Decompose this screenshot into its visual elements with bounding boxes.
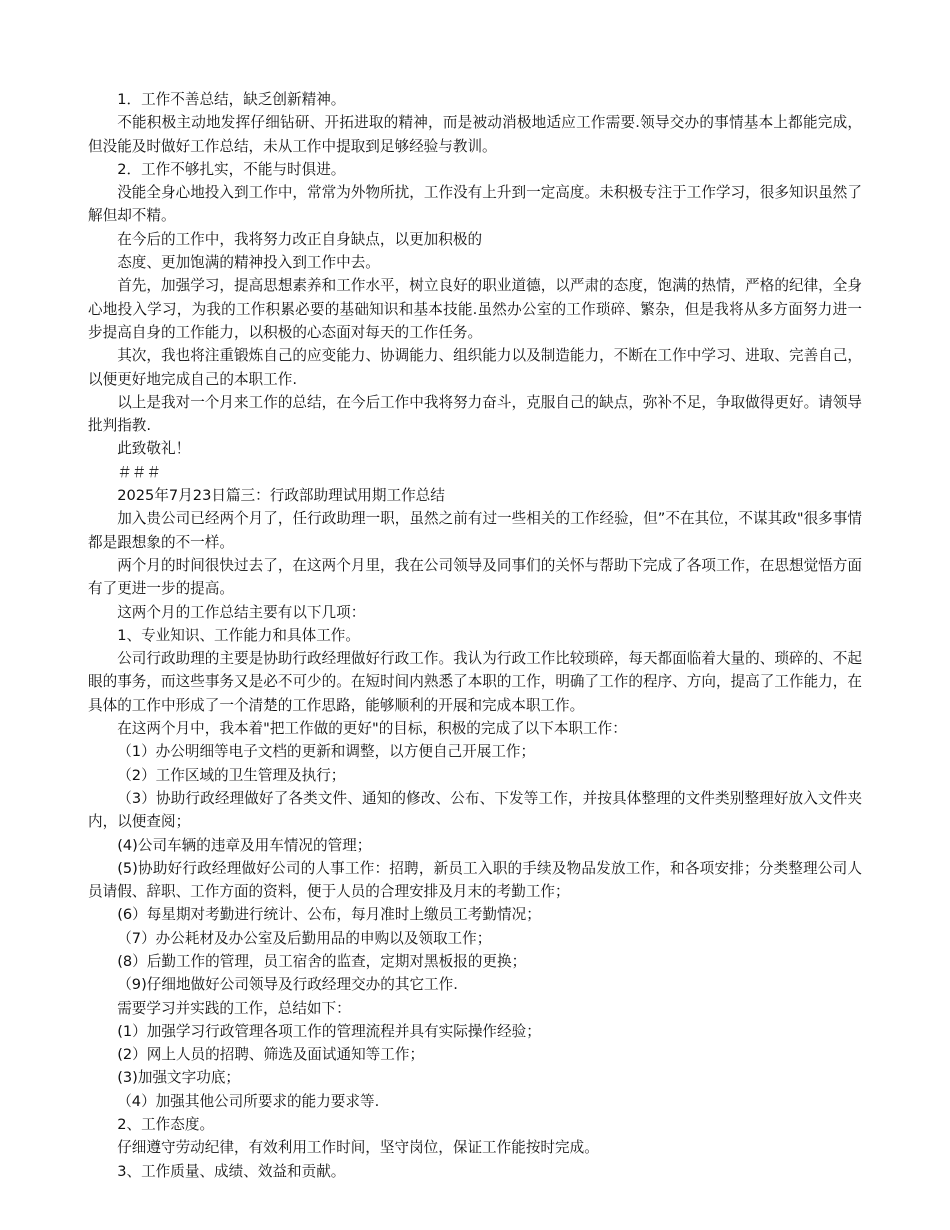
- list-item: (5)协助好行政经理做好公司的人事工作：招聘，新员工入职的手续及物品发放工作，和各项安排；分类整理公司人员请假、辞职、工作方面的资料，便于人员的合理安排及月末的考勤工作；: [88, 859, 862, 901]
- paragraph: 需要学习并实践的工作，总结如下：: [117, 999, 351, 1017]
- paragraph: 在这两个月中，我本着"把工作做的更好"的目标，积极的完成了以下本职工作：: [117, 720, 627, 738]
- paragraph: 2．工作不够扎实，不能与时俱进。: [117, 160, 346, 178]
- paragraph: 以上是我对一个月来工作的总结，在今后工作中我将努力奋斗，克服自己的缺点，弥补不足，争取做得更好。请领导批判指教.: [88, 393, 862, 435]
- subheading: 3、工作质量、成绩、效益和贡献。: [117, 1162, 346, 1180]
- paragraph: 在今后的工作中，我将努力改正自身缺点，以更加积极的: [117, 230, 483, 248]
- section-heading: 2025年7月23日篇三：行政部助理试用期工作总结: [117, 487, 445, 505]
- list-item: (6）每星期对考勤进行统计、公布，每月准时上缴员工考勤情况；: [117, 906, 541, 924]
- paragraph: 没能全身心地投入到工作中，常常为外物所扰，工作没有上升到一定高度。未积极专注于工作学习，很多知识虽然了解但却不精。: [88, 184, 862, 225]
- list-item: (3)加强文字功底；: [117, 1069, 241, 1087]
- paragraph: 态度、更加饱满的精神投入到工作中去。: [117, 254, 380, 272]
- paragraph: 其次，我也将注重锻炼自己的应变能力、协调能力、组织能力以及制造能力，不断在工作中学习、进取、完善自己，以便更好地完成自己的本职工作.: [88, 347, 862, 388]
- list-item: （3）协助行政经理做好了各类文件、通知的修改、公布、下发等工作，并按具体整理的文件类别整理好放入文件夹内，以便查阅；: [88, 789, 862, 831]
- section-separator: ＃＃＃: [117, 463, 161, 481]
- list-item: （7）办公耗材及办公室及后勤用品的申购以及领取工作；: [117, 929, 492, 947]
- paragraph: 首先，加强学习，提高思想素养和工作水平，树立良好的职业道德，以严肃的态度，饱满的热情，严格的纪律，全身心地投入学习，为我的工作积累必要的基础知识和基本技能.虽然办公室的工作琐碎、繁杂，但是我将从多方面努力进一步提高自身的工作能力，以积极的心态面对每天的工作任务。: [88, 277, 862, 341]
- list-item: (4)公司车辆的违章及用车情况的管理；: [117, 836, 372, 854]
- paragraph: 不能积极主动地发挥仔细钻研、开拓进取的精神，而是被动消极地适应工作需要.领导交办的事情基本上都能完成，但没能及时做好工作总结，未从工作中提取到足够经验与教训。: [88, 114, 862, 155]
- list-item: （4）加强其他公司所要求的能力要求等.: [117, 1092, 380, 1110]
- list-item: (1）加强学习行政管理各项工作的管理流程并具有实际操作经验；: [117, 1022, 541, 1040]
- paragraph: 仔细遵守劳动纪律，有效利用工作时间，坚守岗位，保证工作能按时完成。: [117, 1139, 599, 1157]
- subheading: 1、专业知识、工作能力和具体工作。: [117, 626, 360, 644]
- paragraph: 1．工作不善总结，缺乏创新精神。: [117, 91, 346, 108]
- paragraph: 加入贵公司已经两个月了，任行政助理一职，虽然之前有过一些相关的工作经验，但”不在其位，不谋其政"很多事情都是跟想象的不一样。: [88, 510, 862, 551]
- paragraph: 这两个月的工作总结主要有以下几项：: [117, 603, 366, 621]
- paragraph: 两个月的时间很快过去了，在这两个月里，我在公司领导及同事们的关怀与帮助下完成了各项工作，在思想觉悟方面有了更进一步的提高。: [88, 556, 862, 598]
- subheading: 2、工作态度。: [117, 1116, 215, 1134]
- list-item: (2）网上人员的招聘、筛选及面试通知等工作；: [117, 1046, 425, 1064]
- list-item: (8）后勤工作的管理，员工宿舍的监查，定期对黑板报的更换；: [117, 952, 527, 970]
- paragraph: 公司行政助理的主要是协助行政经理做好行政工作。我认为行政工作比较琐碎，每天都面临着大量的、琐碎的、不起眼的事务，而这些事务又是必不可少的。在短时间内熟悉了本职的工作，明确了工作的程序、方向，提高了工作能力，在具体的工作中形成了一个清楚的工作思路，能够顺利的开展和完成本职工作。: [88, 650, 862, 714]
- list-item: （9)仔细地做好公司领导及行政经理交办的其它工作.: [117, 976, 458, 994]
- list-item: （2）工作区域的卫生管理及执行；: [117, 766, 346, 784]
- closing-salutation: 此致敬礼！: [117, 440, 191, 458]
- list-item: （1）办公明细等电子文档的更新和调整，以方便自己开展工作；: [117, 743, 536, 761]
